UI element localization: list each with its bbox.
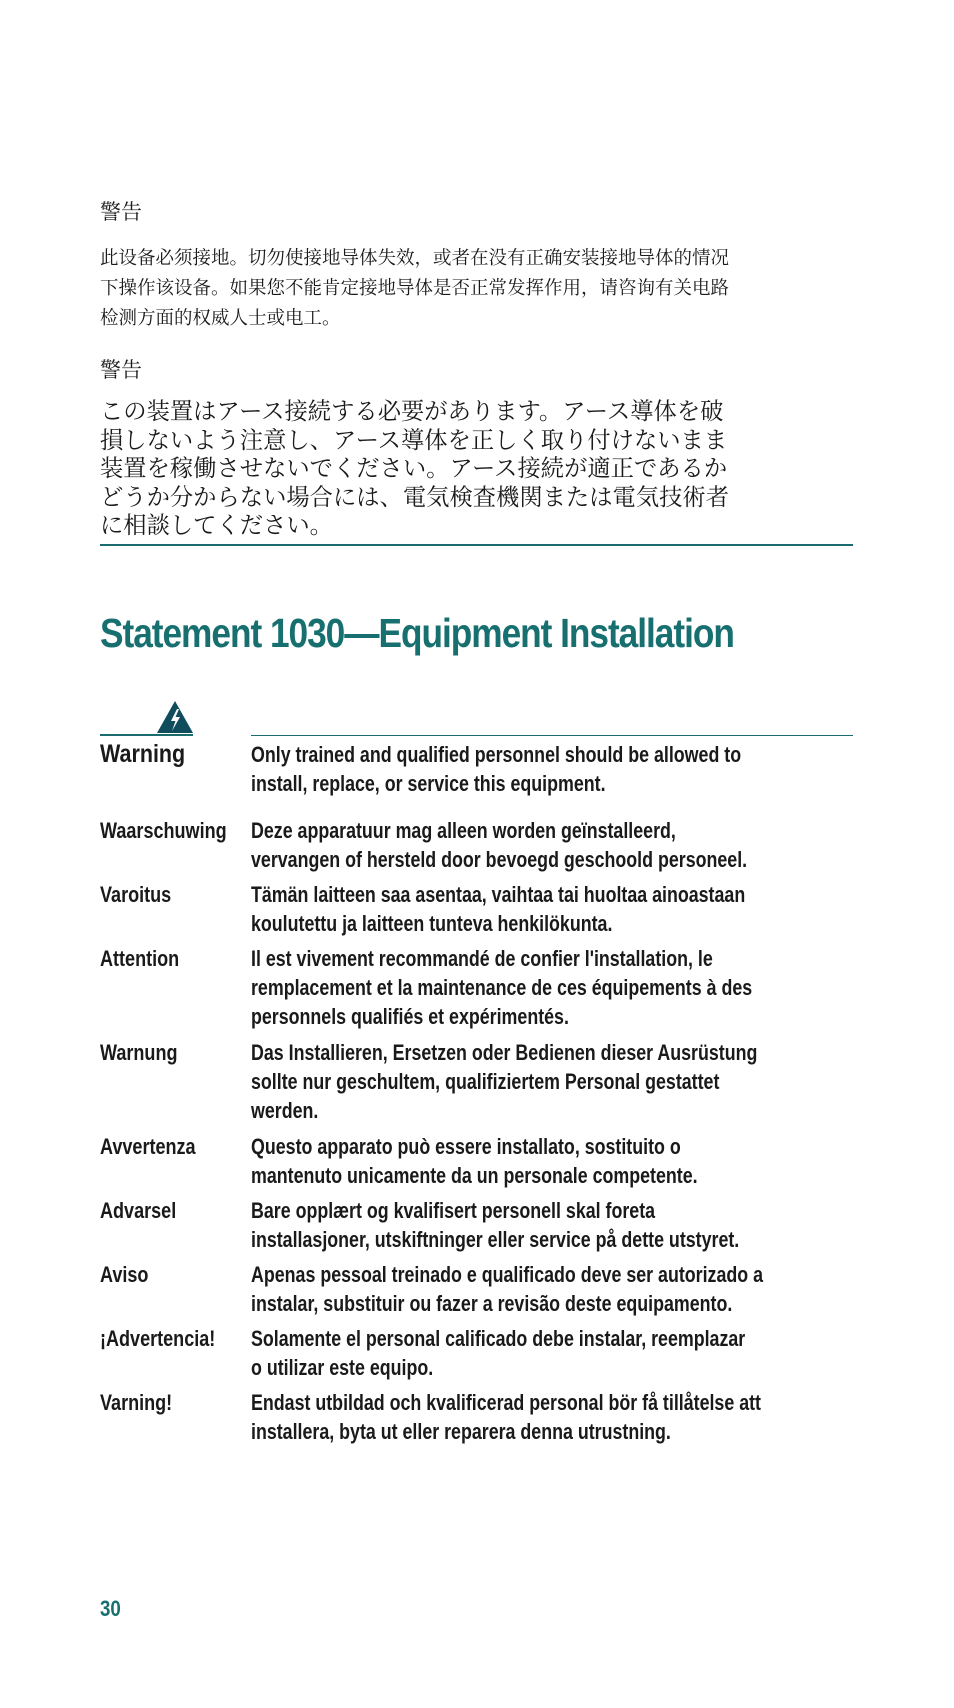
warning-line: o utilizar este equipo. xyxy=(251,1355,434,1380)
warning-rule xyxy=(251,735,853,736)
chinese-warning-label: 警告 xyxy=(100,200,142,224)
page-number: 30 xyxy=(100,1596,121,1621)
warning-message xyxy=(251,816,747,874)
chinese-warning-line: 下操作该设备。如果您不能肯定接地导体是否正常发挥作用，请咨询有关电路 xyxy=(100,278,730,299)
warning-line: install, replace, or service this equipment. xyxy=(251,771,606,796)
japanese-warning-line: に相談してください。 xyxy=(100,512,333,539)
warning-line: instalar, substituir ou fazer a revisão deste equipamento. xyxy=(251,1291,733,1316)
warning-line: remplacement et la maintenance de ces équipements à des xyxy=(251,975,753,1000)
warning-line: Solamente el personal calificado debe instalar, reemplazar xyxy=(251,1326,746,1351)
japanese-warning-line: 損しないよう注意し、アース導体を正しく取り付けないまま xyxy=(100,426,728,454)
warning-message xyxy=(251,1132,698,1190)
warning-language: Advarsel xyxy=(100,1198,177,1223)
warning-language: Aviso xyxy=(100,1262,149,1287)
warning-message xyxy=(251,1324,745,1382)
warning-line: Only trained and qualified personnel should be allowed to xyxy=(251,742,742,767)
warning-line: Deze apparatuur mag alleen worden geïnstalleerd, xyxy=(251,818,676,843)
warning-language: ¡Advertencia! xyxy=(100,1326,216,1351)
warning-line: Das Installieren, Ersetzen oder Bedienen dieser Ausrüstung xyxy=(251,1040,758,1065)
japanese-warning-text xyxy=(100,398,780,541)
warning-message xyxy=(251,740,741,798)
warning-language: Warning xyxy=(100,740,186,768)
warning-message xyxy=(251,1038,757,1125)
warning-line: Bare opplært og kvalifisert personell skal foreta xyxy=(251,1198,656,1223)
warning-line: installera, byta ut eller reparera denna utrustning. xyxy=(251,1419,671,1444)
warning-lightning-icon xyxy=(156,700,194,734)
warning-line: sollte nur geschultem, qualifiziertem Personal gestattet xyxy=(251,1069,720,1094)
warning-line: koulutettu ja laitteen tunteva henkilökunta. xyxy=(251,911,613,936)
japanese-warning-line: どうか分からない場合には、電気検査機関または電気技術者 xyxy=(100,483,730,511)
warning-line: vervangen of hersteld door bevoegd geschoold personeel. xyxy=(251,847,748,872)
warning-line: werden. xyxy=(251,1098,319,1123)
chinese-warning-line: 此设备必须接地。切勿使接地导体失效，或者在没有正确安装接地导体的情况 xyxy=(100,248,730,269)
warning-language: Varoitus xyxy=(100,882,172,907)
warning-message xyxy=(251,944,752,1031)
warning-line: Endast utbildad och kvalificerad personal bör få tillåtelse att xyxy=(251,1390,761,1415)
chinese-warning-line: 检测方面的权威人士或电工。 xyxy=(100,308,341,329)
warning-line: Questo apparato può essere installato, sostituito o xyxy=(251,1134,681,1159)
icon-underline xyxy=(100,734,193,736)
warning-language: Waarschuwing xyxy=(100,818,227,843)
warning-line: Il est vivement recommandé de confier l'installation, le xyxy=(251,946,713,971)
warning-message xyxy=(251,1260,763,1318)
warning-line: personnels qualifiés et expérimentés. xyxy=(251,1004,569,1029)
warning-line: Apenas pessoal treinado e qualificado deve ser autorizado a xyxy=(251,1262,763,1287)
statement-title: Statement 1030—Equipment Installation xyxy=(100,610,734,656)
japanese-warning-label: 警告 xyxy=(100,358,142,382)
warning-line: installasjoner, utskiftninger eller service på dette utstyret. xyxy=(251,1227,740,1252)
warning-language: Varning! xyxy=(100,1390,173,1415)
warning-language: Warnung xyxy=(100,1040,178,1065)
japanese-warning-line: この装置はアース接続する必要があります。アース導体を破 xyxy=(100,398,724,425)
japanese-warning-line: 装置を稼働させないでください。アース接続が適正であるか xyxy=(100,455,728,482)
warning-message xyxy=(251,1388,761,1446)
warning-message xyxy=(251,1196,739,1254)
warning-line: Tämän laitteen saa asentaa, vaihtaa tai huoltaa ainoastaan xyxy=(251,882,746,907)
warning-line: mantenuto unicamente da un personale competente. xyxy=(251,1163,698,1188)
warning-language: Avvertenza xyxy=(100,1134,196,1159)
section-divider xyxy=(100,544,853,546)
chinese-warning-text xyxy=(100,244,780,334)
warning-language: Attention xyxy=(100,946,180,971)
warning-message xyxy=(251,880,745,938)
